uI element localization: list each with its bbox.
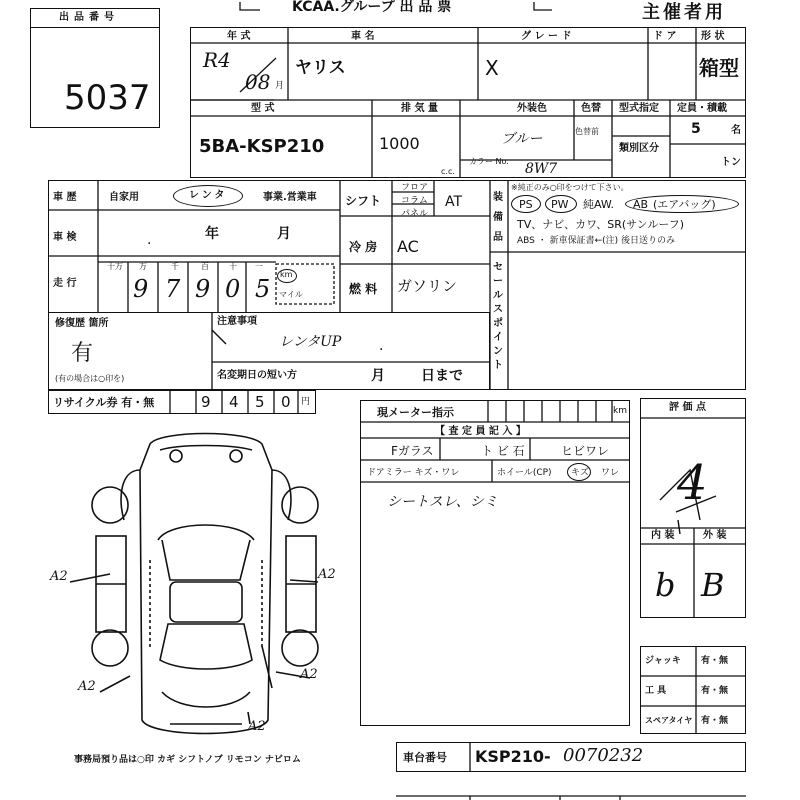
mirror-label: ドアミラー キズ・ワレ <box>367 468 460 478</box>
grade-box-label: 評 価 点 <box>669 402 706 413</box>
interior-grade: b <box>655 566 676 604</box>
class-label: 類別区分 <box>619 143 659 154</box>
grade-label: グ レ ー ド <box>521 31 572 42</box>
repair-note: (有の場合は○印を) <box>55 374 125 383</box>
damage-mark-lower-right: A2 <box>300 667 318 682</box>
transfer-label: 名変期日の短い方 <box>217 370 297 381</box>
place-100k: 十万 <box>107 262 123 271</box>
car-name: ヤリス <box>295 58 346 78</box>
equip-ab: AB <box>633 198 649 211</box>
equip-row2: TV、ナビ、カワ、SR(サンルーフ) <box>517 218 685 231</box>
notes-value: レンタUP <box>279 334 342 350</box>
shift-label: シフト <box>345 194 382 208</box>
exterior-grade: B <box>701 566 725 604</box>
color-value: ブルー <box>501 131 543 147</box>
recycle-digit-1: 9 <box>201 393 211 411</box>
ac-value: AC <box>397 237 419 256</box>
accessory-jack: ジャッキ <box>645 656 681 666</box>
usage-private: 自家用 <box>109 192 139 203</box>
notes-dot: . <box>379 338 384 354</box>
month-value: 08 <box>245 70 271 94</box>
shape-label: 形 状 <box>701 31 725 42</box>
type-designation-label: 型式指定 <box>619 103 659 114</box>
crack-label: ヒビワレ <box>561 444 610 458</box>
place-1: 一 <box>255 262 263 271</box>
grade-value: X <box>485 56 499 80</box>
recycle-digit-2: 4 <box>229 393 239 411</box>
equipment-side-1: 装 <box>493 192 503 203</box>
lot-number-label: 出品番号 <box>59 12 119 23</box>
color-change-label: 色替 <box>581 103 601 114</box>
month-unit: 月 <box>275 81 285 91</box>
office-note: 事務局預り品は○印 カギ シフトノブ リモコン ナビロム <box>74 755 301 765</box>
usage-label: 車 歴 <box>53 192 77 203</box>
fuel-value: ガソリン <box>397 277 458 295</box>
chassis-label: 車台番号 <box>403 751 447 764</box>
mileage-label: 走 行 <box>53 278 77 289</box>
accessory-spare: スペアタイヤ <box>645 716 693 725</box>
mileage-digit-3: 9 <box>195 275 211 303</box>
shift-value: AT <box>445 194 463 210</box>
displacement-value: 1000 <box>379 134 420 153</box>
windshield-label: Fガラス <box>391 444 434 458</box>
capacity-label: 定員・積載 <box>677 103 727 114</box>
color-no-label: カラー No. <box>469 157 509 166</box>
load-unit: トン <box>721 157 741 168</box>
chip-label: ト ビ 石 <box>481 444 525 458</box>
recycle-digit-3: 5 <box>255 393 265 411</box>
capacity-value: 5 <box>691 121 701 137</box>
wheel-crack: ワレ <box>601 468 620 478</box>
fuel-label: 燃 料 <box>349 282 378 296</box>
equip-pw: PW <box>551 198 569 211</box>
damage-mark-left: A2 <box>50 569 68 584</box>
damage-mark-bottom: A2 <box>248 719 266 734</box>
shift-floor: フロア <box>401 183 429 193</box>
repair-label: 修復歴 箇所 <box>55 318 109 329</box>
shift-panel: パネル <box>401 209 429 219</box>
model-label: 型 式 <box>251 103 275 114</box>
remarks-value: シートスレ、シミ <box>387 494 498 510</box>
inspection-month-unit: 月 <box>277 226 291 242</box>
usage-business: 事業.営業車 <box>263 192 317 203</box>
place-1k: 千 <box>171 262 179 271</box>
mileage-digit-4: 0 <box>225 275 241 303</box>
wheel-damage: キズ <box>571 468 589 478</box>
usage-rental: レンタ <box>189 190 228 201</box>
accessory-spare-value: 有・無 <box>701 716 729 726</box>
color-label: 外装色 <box>517 103 547 114</box>
equip-aw: 純AW. <box>583 198 615 211</box>
model-value: 5BA-KSP210 <box>199 136 325 157</box>
org-title: KCAA.グループ 出 品 票 <box>292 0 452 15</box>
transfer-day: 日まで <box>421 368 463 384</box>
accessory-jack-value: 有・無 <box>701 656 729 666</box>
ac-label: 冷 房 <box>349 240 378 254</box>
inspection-dot: . <box>147 232 152 248</box>
color-change-sub: 色替前 <box>575 127 599 136</box>
recycle-label: リサイクル券 有・無 <box>53 396 155 409</box>
chassis-number: 0070232 <box>563 745 644 766</box>
shape-value: 箱型 <box>699 56 739 80</box>
capacity-unit: 名 <box>731 125 741 136</box>
accessory-tools-value: 有・無 <box>701 686 729 696</box>
chassis-prefix: KSP210- <box>475 747 551 766</box>
accessory-tools: 工 具 <box>645 686 667 696</box>
repair-value: 有 <box>71 341 94 366</box>
organizer-label: 主催者用 <box>642 2 726 23</box>
inspector-label: 【 査 定 員 記 入 】 <box>435 426 526 437</box>
notes-label: 注意事項 <box>217 316 257 327</box>
recycle-unit: 円 <box>301 397 311 407</box>
damage-mark-lower-left: A2 <box>78 679 96 694</box>
year-label: 年 式 <box>227 31 251 42</box>
interior-label: 内 装 <box>651 530 675 541</box>
meter-label: 現メーター指示 <box>377 406 454 419</box>
equip-ps: PS <box>519 198 533 211</box>
displacement-label: 排 気 量 <box>401 103 438 114</box>
shift-column: コラム <box>401 196 428 206</box>
place-10k: 万 <box>139 262 147 271</box>
lot-number: 5037 <box>64 78 151 118</box>
place-10: 十 <box>229 262 237 271</box>
equipment-side-3: 品 <box>493 232 503 243</box>
damage-mark-right: A2 <box>318 567 336 582</box>
equip-airbag: (エアバッグ) <box>653 198 716 211</box>
color-no-value: 8W7 <box>525 161 558 177</box>
inspection-year-unit: 年 <box>205 226 219 242</box>
meter-unit: km <box>613 406 627 416</box>
equipment-side-2: 備 <box>493 212 503 223</box>
displacement-unit: c.c. <box>441 167 455 176</box>
pen-marks <box>212 330 716 534</box>
name-label: 車 名 <box>351 31 375 42</box>
mileage-digit-1: 9 <box>133 275 149 303</box>
equip-row3: ABS ・ 新車保証書←(注) 後日送りのみ <box>517 236 676 246</box>
car-diagram <box>70 434 318 734</box>
mileage-digit-5: 5 <box>255 275 271 303</box>
place-100: 百 <box>201 262 209 271</box>
transfer-month: 月 <box>371 368 385 384</box>
grade-score: 4 <box>677 455 708 511</box>
door-label: ド ア <box>653 31 677 42</box>
sales-point-label: セールスポイント <box>493 262 503 371</box>
mileage-mile: マイル <box>279 290 303 299</box>
mileage-km: km <box>280 270 293 279</box>
recycle-digit-4: 0 <box>281 393 291 411</box>
wheel-label: ホイール(CP) <box>497 468 552 478</box>
mileage-digit-2: 7 <box>165 275 181 303</box>
inspection-label: 車 検 <box>53 232 77 243</box>
exterior-label: 外 装 <box>703 530 727 541</box>
equipment-note: ※純正のみ○印をつけて下さい。 <box>511 183 629 192</box>
year-value: R4 <box>203 48 231 72</box>
